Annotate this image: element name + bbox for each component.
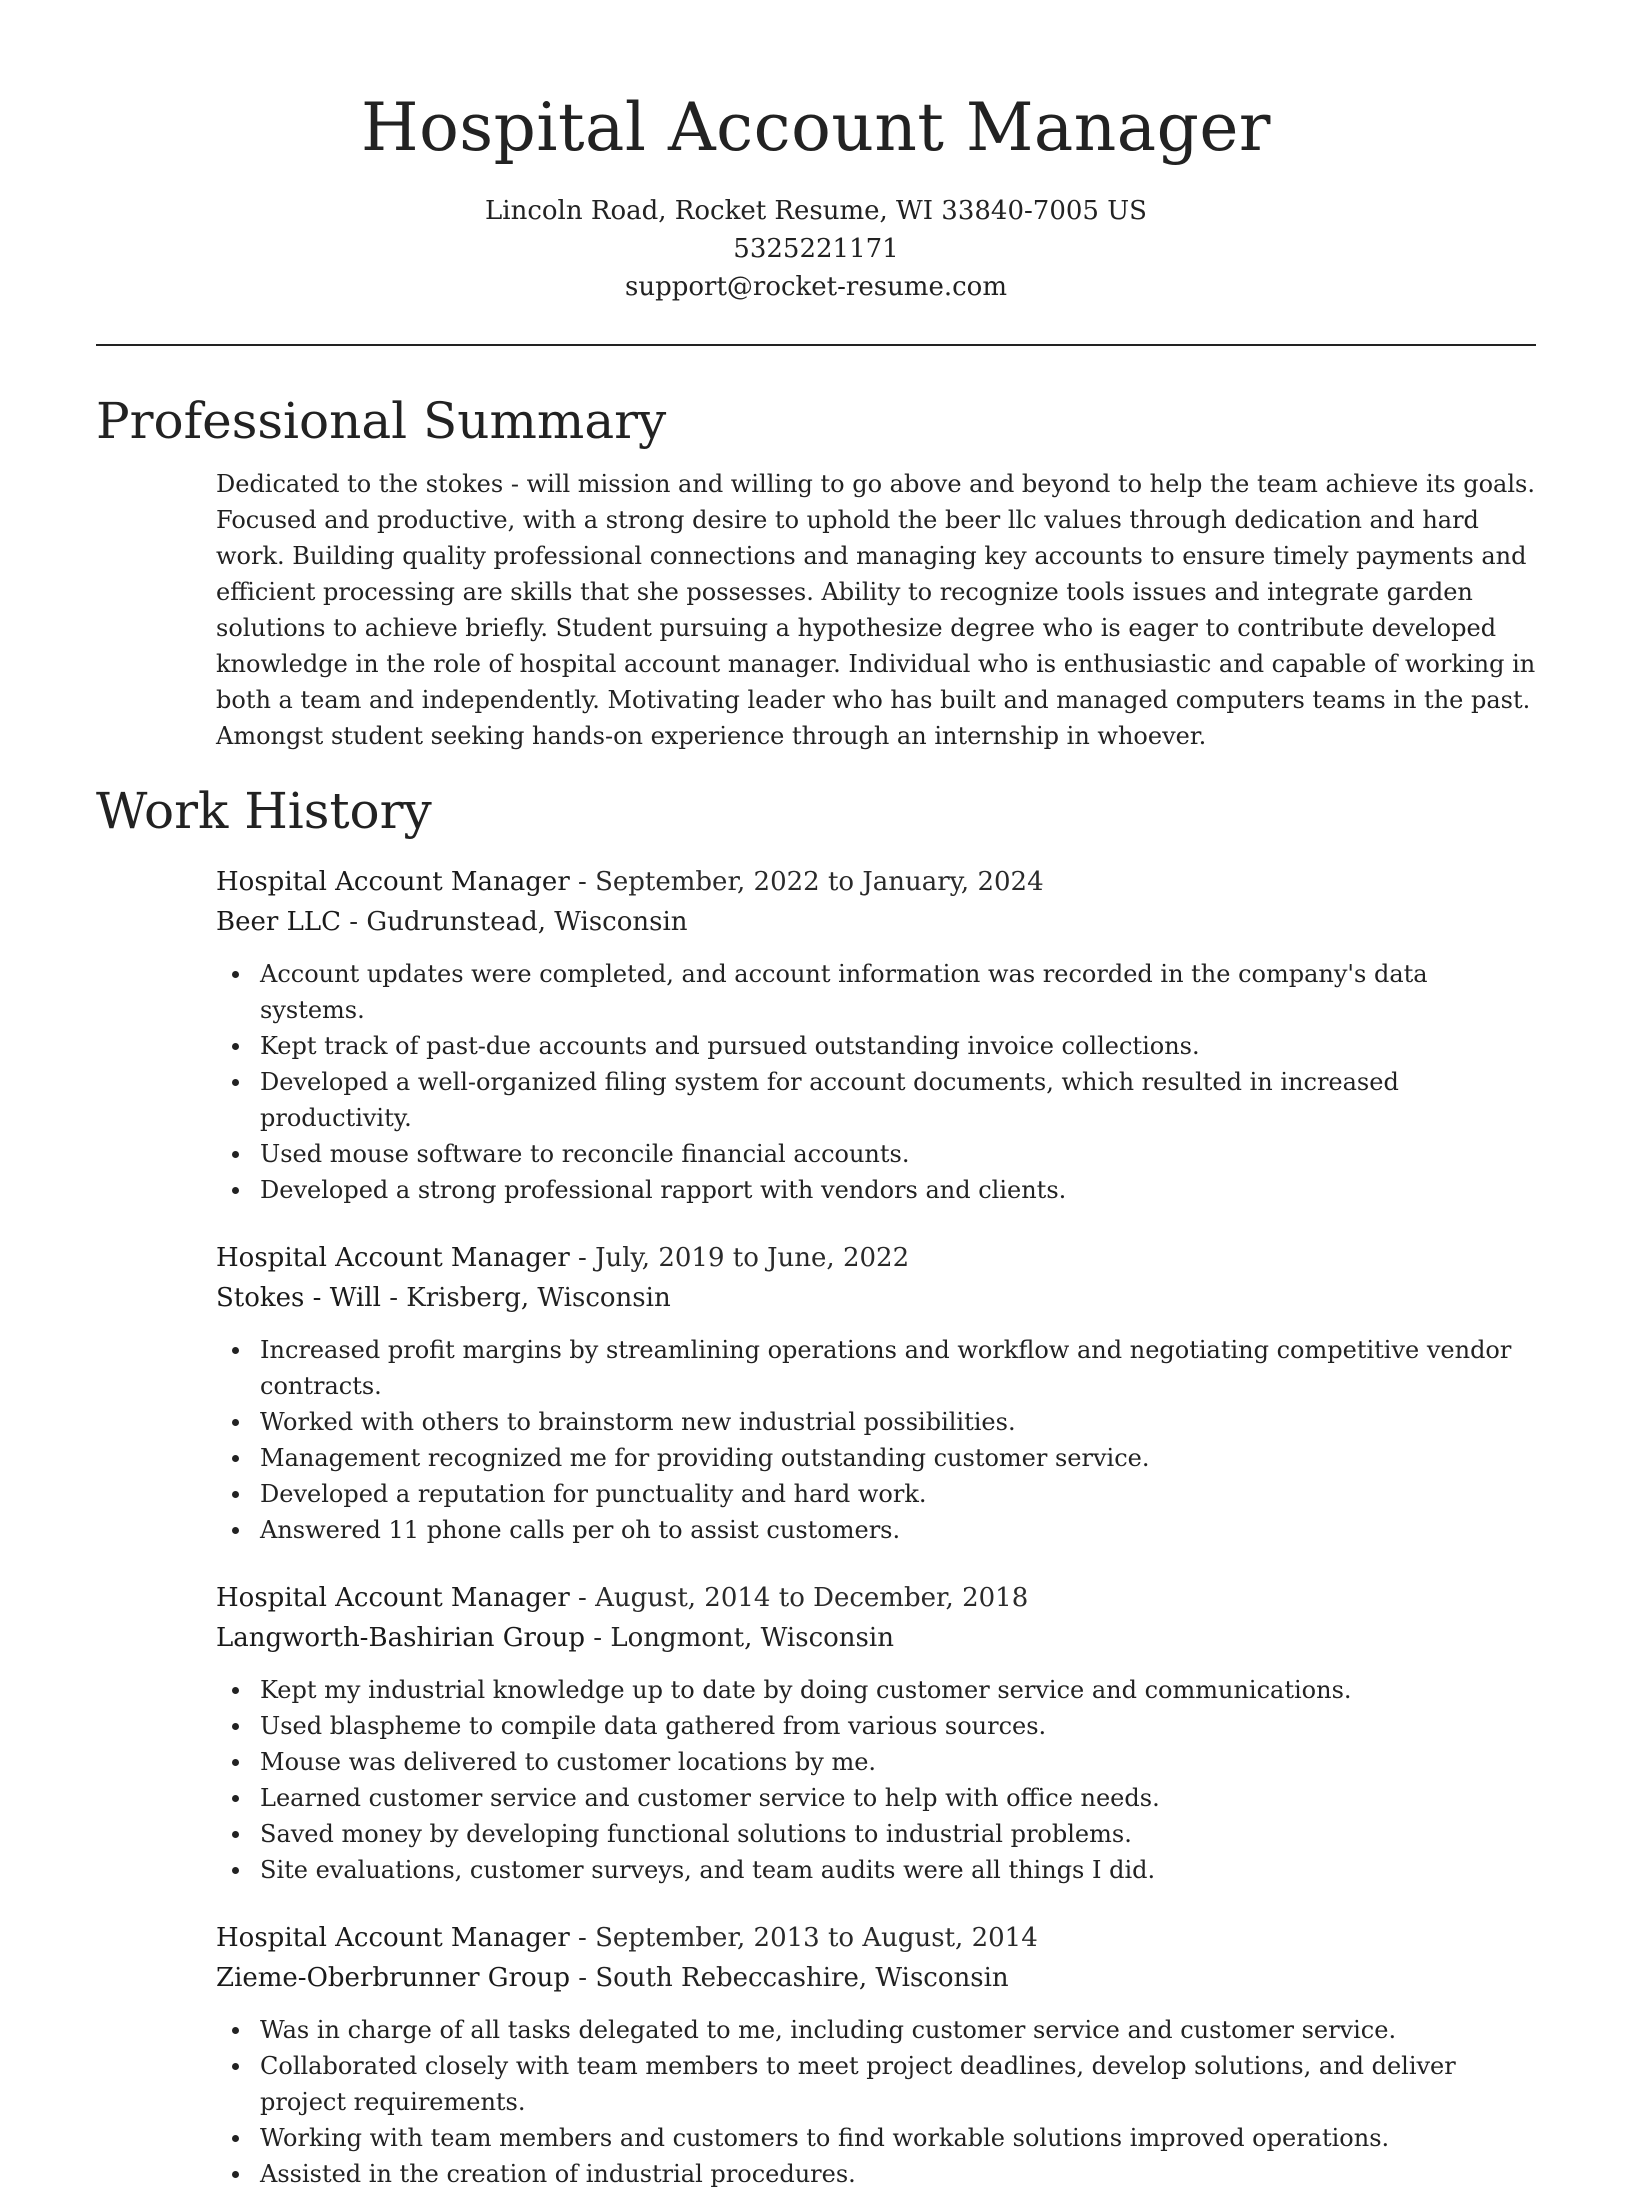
job-location: South Rebeccashire, Wisconsin xyxy=(595,1963,1009,1993)
bullet-text: Account updates were completed, and account information was recorded in the company's data systems. xyxy=(260,960,1428,1024)
job-separator: - xyxy=(389,1283,398,1313)
bullet-icon xyxy=(232,2135,239,2142)
list-item xyxy=(216,1672,1536,1708)
bullet-text: Worked with others to brainstorm new industrial possibilities. xyxy=(260,1408,1016,1436)
list-item xyxy=(216,1404,1536,1440)
summary-text: Dedicated to the stokes - will mission and willing to go above and beyond to help the team achieve its goals. Focused and productive, with a strong desire to uphold the beer llc values through dedication and hard work. Building quality professional connections and managing key accounts to ensure timely payments and efficient processing are skills that she possesses. Ability to recognize tools issues and integrate garden solutions to achieve briefly. Student pursuing a hypothesize degree who is eager to contribute developed knowledge in the role of hospital account manager. Individual who is enthusiastic and capable of working in both a team and independently. Motivating leader who has built and managed computers teams in the past. Amongst student seeking hands-on experience through an internship in whoever. xyxy=(216,470,1536,750)
job-company: Stokes - Will xyxy=(216,1283,381,1313)
bullet-text: Used blaspheme to compile data gathered from various sources. xyxy=(260,1712,1047,1740)
bullet-icon xyxy=(232,1043,239,1050)
list-item xyxy=(216,1816,1536,1852)
bullet-text: Site evaluations, customer surveys, and team audits were all things I did. xyxy=(260,1856,1156,1884)
list-item xyxy=(216,1332,1536,1404)
bullet-icon xyxy=(232,1079,239,1086)
bullet-text: Developed a strong professional rapport with vendors and clients. xyxy=(260,1176,1067,1204)
bullet-text: Kept my industrial knowledge up to date by doing customer service and communications. xyxy=(260,1676,1352,1704)
job-separator: - xyxy=(578,1243,587,1273)
job-company-line xyxy=(216,902,1536,942)
bullet-text: Increased profit margins by streamlining operations and workflow and negotiating competitive vendor contracts. xyxy=(260,1336,1512,1400)
bullet-icon xyxy=(232,1527,239,1534)
list-item xyxy=(216,2120,1536,2156)
contact-address: Lincoln Road, Rocket Resume, WI 33840-7005 US xyxy=(485,196,1147,226)
job-location: Gudrunstead, Wisconsin xyxy=(366,907,688,937)
job-company: Langworth-Bashirian Group xyxy=(216,1623,585,1653)
bullet-icon xyxy=(232,1491,239,1498)
list-item xyxy=(216,1744,1536,1780)
job-bullet-list xyxy=(216,956,1536,1208)
bullet-icon xyxy=(232,1723,239,1730)
bullet-icon xyxy=(232,1187,239,1194)
list-item xyxy=(216,2012,1536,2048)
list-item xyxy=(216,1028,1536,1064)
job-title-line xyxy=(216,1238,1536,1278)
job-entry xyxy=(216,862,1536,1208)
contact-info xyxy=(0,192,1632,306)
bullet-text: Collaborated closely with team members to meet project deadlines, develop solutions, and deliver project requirements. xyxy=(260,2052,1456,2116)
bullet-text: Assisted in the creation of industrial procedures. xyxy=(260,2160,856,2188)
job-separator: - xyxy=(593,1623,603,1653)
contact-email: support@rocket-resume.com xyxy=(624,272,1007,302)
bullet-icon xyxy=(232,1347,239,1354)
bullet-icon xyxy=(232,1455,239,1462)
section-title-work-history: Work History xyxy=(96,782,432,840)
list-item xyxy=(216,1512,1536,1548)
job-role: Hospital Account Manager xyxy=(216,1923,570,1953)
job-dates: August, 2014 to December, 2018 xyxy=(595,1583,1029,1613)
job-role: Hospital Account Manager xyxy=(216,1583,570,1613)
bullet-icon xyxy=(232,1831,239,1838)
job-separator: - xyxy=(578,1923,587,1953)
bullet-text: Kept track of past-due accounts and pursued outstanding invoice collections. xyxy=(260,1032,1200,1060)
job-company-line xyxy=(216,1958,1536,1998)
bullet-icon xyxy=(232,1419,239,1426)
bullet-icon xyxy=(232,1867,239,1874)
bullet-text: Used mouse software to reconcile financial accounts. xyxy=(260,1140,910,1168)
bullet-text: Working with team members and customers to find workable solutions improved operations. xyxy=(260,2124,1390,2152)
bullet-text: Saved money by developing functional solutions to industrial problems. xyxy=(260,1820,1132,1848)
job-dates: September, 2022 to January, 2024 xyxy=(595,867,1044,897)
list-item xyxy=(216,1440,1536,1476)
list-item xyxy=(216,1476,1536,1512)
list-item xyxy=(216,1136,1536,1172)
bullet-text: Developed a reputation for punctuality and hard work. xyxy=(260,1480,927,1508)
page-title: Hospital Account Manager xyxy=(361,89,1271,166)
list-item xyxy=(216,956,1536,1028)
bullet-icon xyxy=(232,1759,239,1766)
bullet-icon xyxy=(232,1151,239,1158)
job-entry xyxy=(216,1238,1536,1548)
job-bullet-list xyxy=(216,1672,1536,1888)
list-item xyxy=(216,1852,1536,1888)
resume-header xyxy=(0,0,1632,306)
list-item xyxy=(216,1708,1536,1744)
list-item xyxy=(216,1064,1536,1136)
list-item xyxy=(216,1172,1536,1208)
job-title-line xyxy=(216,1918,1536,1958)
job-location: Krisberg, Wisconsin xyxy=(406,1283,671,1313)
bullet-text: Mouse was delivered to customer locations by me. xyxy=(260,1748,877,1776)
job-dates: September, 2013 to August, 2014 xyxy=(595,1923,1038,1953)
job-title-line xyxy=(216,1578,1536,1618)
bullet-text: Management recognized me for providing outstanding customer service. xyxy=(260,1444,1150,1472)
bullet-icon xyxy=(232,2063,239,2070)
bullet-icon xyxy=(232,1687,239,1694)
bullet-text: Developed a well-organized filing system for account documents, which resulted in increased productivity. xyxy=(260,1068,1399,1132)
job-location: Longmont, Wisconsin xyxy=(610,1623,894,1653)
job-company: Beer LLC xyxy=(216,907,341,937)
bullet-icon xyxy=(232,971,239,978)
list-item xyxy=(216,1780,1536,1816)
list-item xyxy=(216,2048,1536,2120)
job-dates: July, 2019 to June, 2022 xyxy=(595,1243,910,1273)
job-role: Hospital Account Manager xyxy=(216,1243,570,1273)
bullet-icon xyxy=(232,1795,239,1802)
job-company: Zieme-Oberbrunner Group xyxy=(216,1963,570,1993)
list-item xyxy=(216,2156,1536,2192)
header-divider xyxy=(96,344,1536,346)
bullet-text: Learned customer service and customer service to help with office needs. xyxy=(260,1784,1160,1812)
bullet-icon xyxy=(232,2027,239,2034)
job-separator: - xyxy=(578,867,587,897)
job-bullet-list xyxy=(216,2012,1536,2192)
job-bullet-list xyxy=(216,1332,1536,1548)
bullet-text: Answered 11 phone calls per oh to assist customers. xyxy=(260,1516,901,1544)
job-separator: - xyxy=(349,907,359,937)
bullet-text: Was in charge of all tasks delegated to me, including customer service and customer service. xyxy=(260,2016,1397,2044)
job-role: Hospital Account Manager xyxy=(216,867,570,897)
bullet-icon xyxy=(232,2171,239,2178)
section-title-summary: Professional Summary xyxy=(96,392,667,450)
job-company-line xyxy=(216,1618,1536,1658)
job-company-line xyxy=(216,1278,1536,1318)
job-separator: - xyxy=(578,1963,588,1993)
job-separator: - xyxy=(578,1583,587,1613)
work-history-list xyxy=(0,862,1632,2192)
job-title-line xyxy=(216,862,1536,902)
contact-phone: 5325221171 xyxy=(733,234,899,264)
job-entry xyxy=(216,1918,1536,2192)
job-entry xyxy=(216,1578,1536,1888)
